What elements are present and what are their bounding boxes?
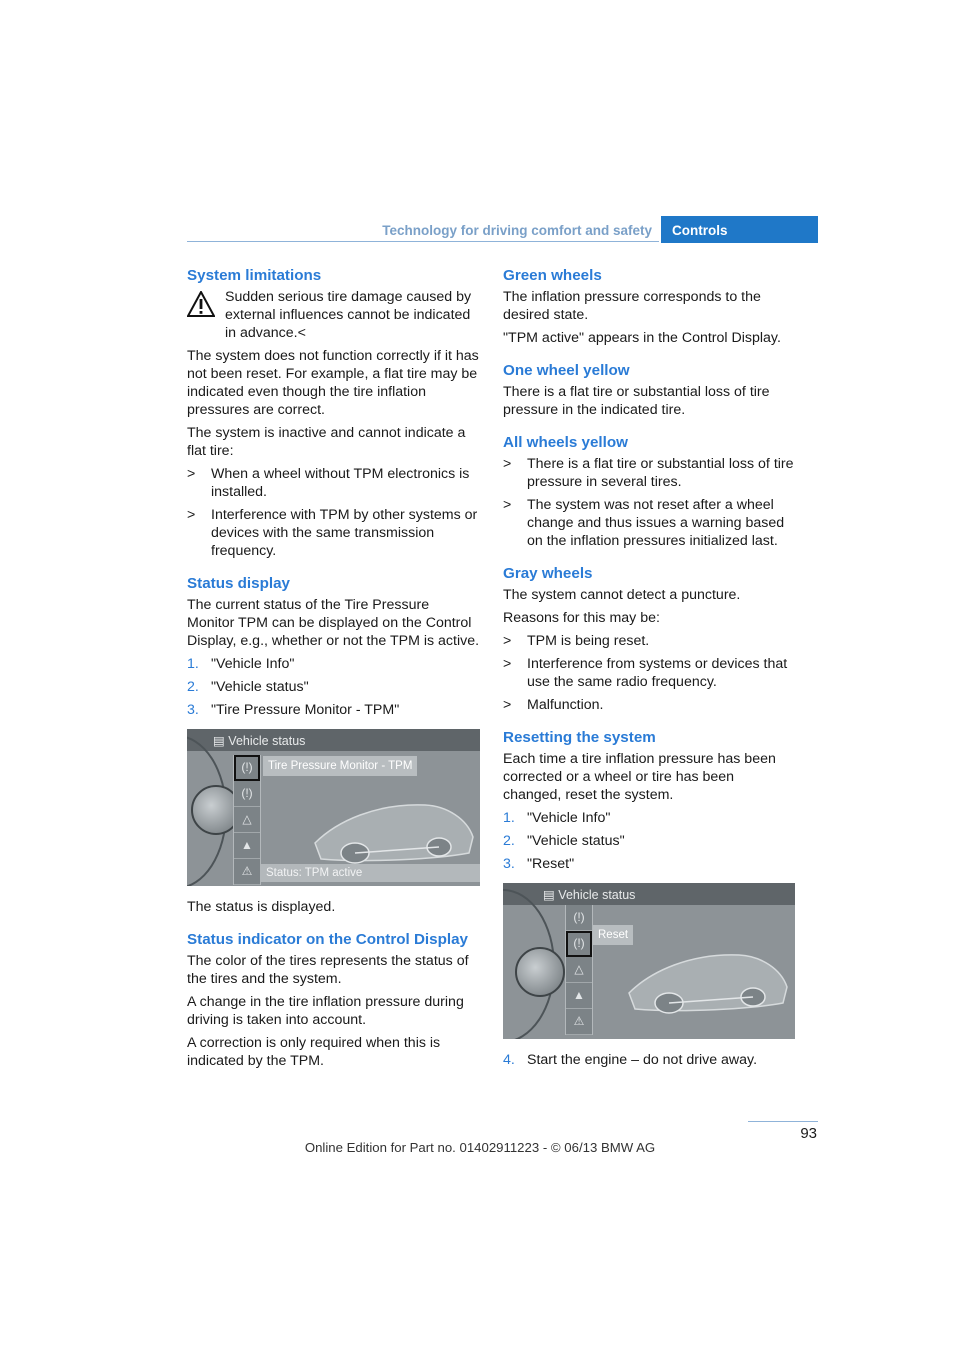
heading-gray-wheels: Gray wheels [503, 565, 593, 582]
step-item [503, 1051, 796, 1069]
step-list [187, 655, 480, 719]
menu-item-tpm: Tire Pressure Monitor - TPM [263, 756, 417, 776]
list-item [503, 496, 796, 550]
screen-title [213, 732, 305, 750]
heading-all-wheels-yellow: All wheels yellow [503, 434, 628, 451]
tire-pressure-icon: (!) [234, 755, 260, 781]
page-number: 93 [800, 1125, 817, 1142]
list-marker: > [503, 697, 512, 713]
paragraph: A change in the tire inflation pressure during driving is taken into account. [187, 994, 464, 1028]
paragraph: The inflation pressure corresponds to the desired state. [503, 289, 761, 323]
car-chassis-icon [621, 931, 791, 1021]
step-text: "Vehicle status" [211, 679, 309, 695]
oil-can-icon: △ [234, 807, 260, 833]
warning-text: Sudden serious tire damage caused by external influences cannot be indicated in advance. [225, 289, 472, 341]
menu-icon: ▤ [543, 888, 555, 902]
list-item [187, 465, 480, 501]
control-display-screenshot-reset [503, 883, 795, 1039]
list-item [503, 632, 796, 650]
paragraph: There is a flat tire or substantial loss of tire pressure in the indicated tire. [503, 384, 770, 418]
warning-icon: ⚠ [566, 1009, 592, 1035]
menu-item-reset: Reset [593, 925, 633, 945]
tire-warning-icon: (!) [566, 905, 592, 931]
car-service-icon: ▲ [566, 983, 592, 1009]
header-rule [187, 241, 659, 242]
warning-triangle-icon [187, 291, 215, 317]
list-item-text: Malfunction. [527, 697, 604, 713]
icon-column [565, 905, 593, 1035]
heading-system-limitations: System limitations [187, 267, 322, 284]
list-marker: > [503, 633, 512, 649]
step-number: 2. [503, 833, 515, 849]
right-column [503, 266, 796, 1074]
step-list [503, 1051, 796, 1069]
paragraph: "TPM active" appears in the Control Display. [503, 330, 781, 346]
step-text: "Tire Pressure Monitor - TPM" [211, 702, 400, 718]
paragraph: The status is displayed. [187, 899, 336, 915]
step-number: 3. [187, 702, 199, 718]
list-item-text: The system was not reset after a wheel change and thus issues a warning based on the inflation pressures initialized last. [527, 497, 785, 549]
running-header-section: Technology for driving comfort and safety [382, 223, 652, 238]
end-of-note-mark: < [297, 325, 306, 341]
heading-resetting-the-system: Resetting the system [503, 729, 656, 746]
paragraph: The system does not function correctly if it has not been reset. For example, a flat tire may be indicated even though the tire inflation pressures are correct. [187, 348, 479, 418]
list-item [503, 455, 796, 491]
menu-icon: ▤ [213, 734, 225, 748]
paragraph: The current status of the Tire Pressure Monitor TPM can be displayed on the Control Display, e.g., whether or not the TPM is active. [187, 597, 480, 649]
warning-icon: ⚠ [234, 859, 260, 885]
paragraph: The system cannot detect a puncture. [503, 587, 741, 603]
step-item [503, 809, 796, 827]
paragraph: Reasons for this may be: [503, 610, 660, 626]
step-item [187, 655, 480, 673]
paragraph: Each time a tire inflation pressure has been corrected or a wheel or tire has been changed, reset the system. [503, 751, 776, 803]
list-marker: > [503, 656, 512, 672]
heading-status-indicator: Status indicator on the Control Display [187, 931, 468, 948]
list-item-text: Interference from systems or devices that use the same radio frequency. [527, 656, 788, 690]
list-marker: > [187, 466, 196, 482]
step-item [503, 832, 796, 850]
paragraph: A correction is only required when this is indicated by the TPM. [187, 1035, 441, 1069]
heading-status-display: Status display [187, 575, 290, 592]
page-number-rule [748, 1121, 818, 1122]
screen-title [543, 886, 635, 904]
list-item-text: Interference with TPM by other systems or devices with the same transmission frequency. [211, 507, 478, 559]
warning-note [187, 288, 480, 342]
list-marker: > [187, 507, 196, 523]
tire-warning-icon: (!) [234, 781, 260, 807]
list-marker: > [503, 456, 512, 472]
heading-green-wheels: Green wheels [503, 267, 602, 284]
list-item-text: There is a flat tire or substantial loss of tire pressure in several tires. [527, 456, 794, 490]
control-display-screenshot-tpm [187, 729, 480, 886]
list-item [503, 655, 796, 691]
left-column [187, 266, 480, 1075]
bullet-list [503, 632, 796, 714]
list-item [503, 696, 796, 714]
step-number: 2. [187, 679, 199, 695]
step-item [503, 855, 796, 873]
car-chassis-icon [307, 781, 477, 871]
status-bar: Status: TPM active [261, 864, 480, 882]
step-number: 3. [503, 856, 515, 872]
car-service-icon: ▲ [234, 833, 260, 859]
oil-can-icon: △ [566, 957, 592, 983]
list-marker: > [503, 497, 512, 513]
chapter-tab-controls: Controls [661, 216, 818, 243]
list-item-text: TPM is being reset. [527, 633, 650, 649]
bullet-list [503, 455, 796, 550]
paragraph: The system is inactive and cannot indicate a flat tire: [187, 425, 466, 459]
step-number: 1. [187, 656, 199, 672]
icon-column [233, 755, 261, 885]
bullet-list [187, 465, 480, 560]
step-text: "Vehicle status" [527, 833, 625, 849]
step-text: "Vehicle Info" [527, 810, 611, 826]
step-list [503, 809, 796, 873]
list-item-text: When a wheel without TPM electronics is installed. [211, 466, 470, 500]
step-item [187, 701, 480, 719]
tire-pressure-icon: (!) [566, 931, 592, 957]
list-item [187, 506, 480, 560]
controller-knob-icon [515, 947, 565, 997]
heading-one-wheel-yellow: One wheel yellow [503, 362, 630, 379]
footer-edition: Online Edition for Part no. 01402911223 - © 06/13 BMW AG [304, 1140, 656, 1155]
step-number: 4. [503, 1052, 515, 1068]
step-text: "Reset" [527, 856, 575, 872]
screen-title-text: Vehicle status [558, 888, 636, 902]
step-text: Start the engine – do not drive away. [527, 1052, 758, 1068]
step-item [187, 678, 480, 696]
step-text: "Vehicle Info" [211, 656, 295, 672]
paragraph: The color of the tires represents the status of the tires and the system. [187, 953, 469, 987]
step-number: 1. [503, 810, 515, 826]
screen-title-text: Vehicle status [228, 734, 306, 748]
